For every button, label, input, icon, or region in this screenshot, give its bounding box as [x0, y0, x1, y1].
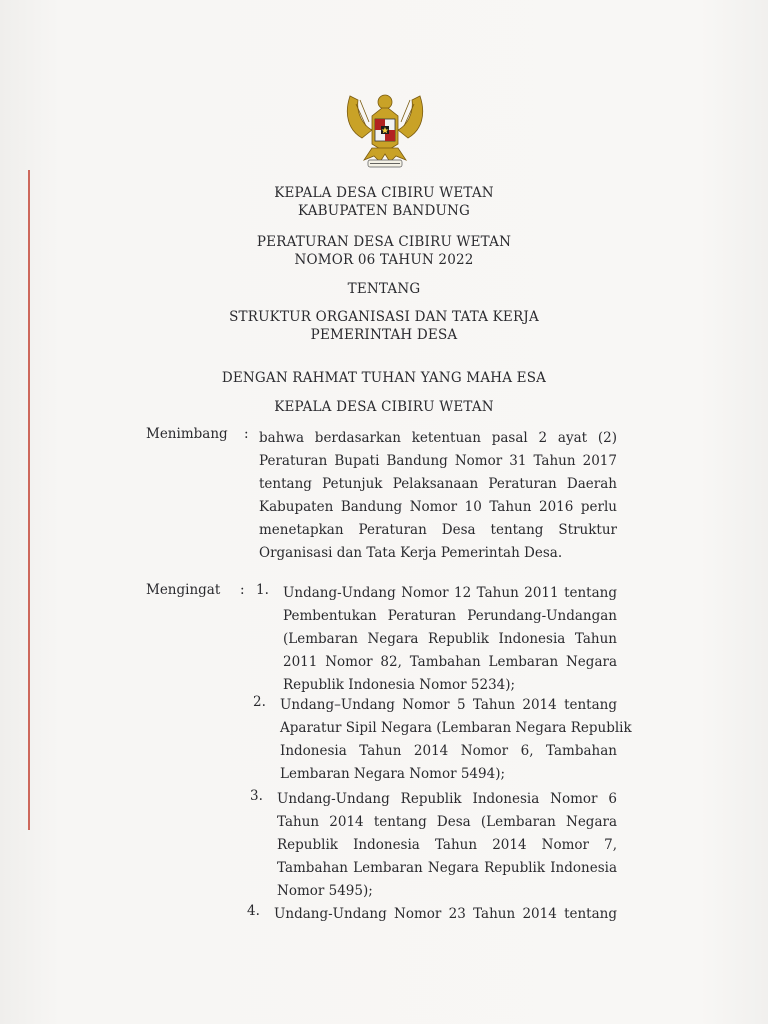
text-line: Kabupaten Bandung Nomor 10 Tahun 2016 perlu	[259, 499, 617, 515]
text-line: menetapkan Peraturan Desa tentang Struktur	[259, 522, 617, 538]
issuer	[0, 398, 768, 416]
mengingat-label: Mengingat	[146, 582, 221, 598]
text-line: Pembentukan Peraturan Perundang-Undangan	[283, 608, 617, 624]
list-number: 1.	[256, 582, 269, 598]
about-heading	[0, 280, 768, 298]
list-item	[277, 788, 617, 903]
text-line: tentang Petunjuk Pelaksanaan Peraturan Daerah	[259, 476, 617, 492]
menimbang-colon: :	[244, 426, 249, 442]
regulation-number: NOMOR 06 TAHUN 2022	[294, 252, 474, 268]
text-line: Nomor 5495);	[277, 883, 373, 899]
list-number: 4.	[247, 903, 260, 919]
text-line: Tahun 2014 tentang Desa (Lembaran Negara	[277, 814, 617, 830]
text-line: Undang-Undang Nomor 12 Tahun 2011 tentang	[283, 585, 617, 601]
subject-title	[0, 308, 768, 344]
text-line: Undang–Undang Nomor 5 Tahun 2014 tentang	[280, 697, 617, 713]
official-title-line: KEPALA DESA CIBIRU WETAN	[274, 185, 494, 201]
text-line: Indonesia Tahun 2014 Nomor 6, Tambahan	[280, 743, 617, 759]
text-line: (Lembaran Negara Republik Indonesia Tahun	[283, 631, 617, 647]
text-line: 2011 Nomor 82, Tambahan Lembaran Negara	[283, 654, 617, 670]
menimbang-text	[259, 427, 617, 565]
regulation-title-line: PERATURAN DESA CIBIRU WETAN	[256, 234, 512, 250]
official-title-line: KABUPATEN BANDUNG	[297, 203, 471, 219]
subject-title-line: STRUKTUR ORGANISASI DAN TATA KERJA	[229, 309, 539, 325]
margin-line	[28, 170, 30, 830]
subject-title-line: PEMERINTAH DESA	[310, 327, 458, 343]
text-line: Organisasi dan Tata Kerja Pemerintah Desa.	[259, 545, 563, 561]
text-line: Tambahan Lembaran Negara Republik Indonesia	[277, 860, 617, 876]
official-title	[0, 184, 768, 220]
text-line: Aparatur Sipil Negara (Lembaran Negara Republik	[280, 720, 632, 736]
text-line: bahwa berdasarkan ketentuan pasal 2 ayat (2)	[259, 430, 617, 446]
issuer-text: KEPALA DESA CIBIRU WETAN	[274, 399, 494, 415]
mengingat-colon: :	[240, 582, 245, 598]
invocation	[0, 369, 768, 387]
garuda-emblem-icon	[342, 86, 428, 170]
text-line: Undang-Undang Republik Indonesia Nomor 6	[277, 791, 617, 807]
list-item	[280, 694, 632, 786]
text-line: Republik Indonesia Tahun 2014 Nomor 7,	[277, 837, 617, 853]
list-item	[274, 903, 617, 926]
text-line: Lembaran Negara Nomor 5494);	[280, 766, 506, 782]
text-line: Undang-Undang Nomor 23 Tahun 2014 tentang	[274, 906, 617, 922]
list-item	[283, 582, 617, 697]
list-number: 3.	[250, 788, 263, 804]
invocation-text: DENGAN RAHMAT TUHAN YANG MAHA ESA	[221, 370, 547, 386]
text-line: Republik Indonesia Nomor 5234);	[283, 677, 516, 693]
text-line: Peraturan Bupati Bandung Nomor 31 Tahun 2017	[259, 453, 617, 469]
about-text: TENTANG	[347, 281, 421, 297]
regulation-title	[0, 233, 768, 269]
list-number: 2.	[253, 694, 266, 710]
menimbang-label: Menimbang	[146, 426, 228, 442]
